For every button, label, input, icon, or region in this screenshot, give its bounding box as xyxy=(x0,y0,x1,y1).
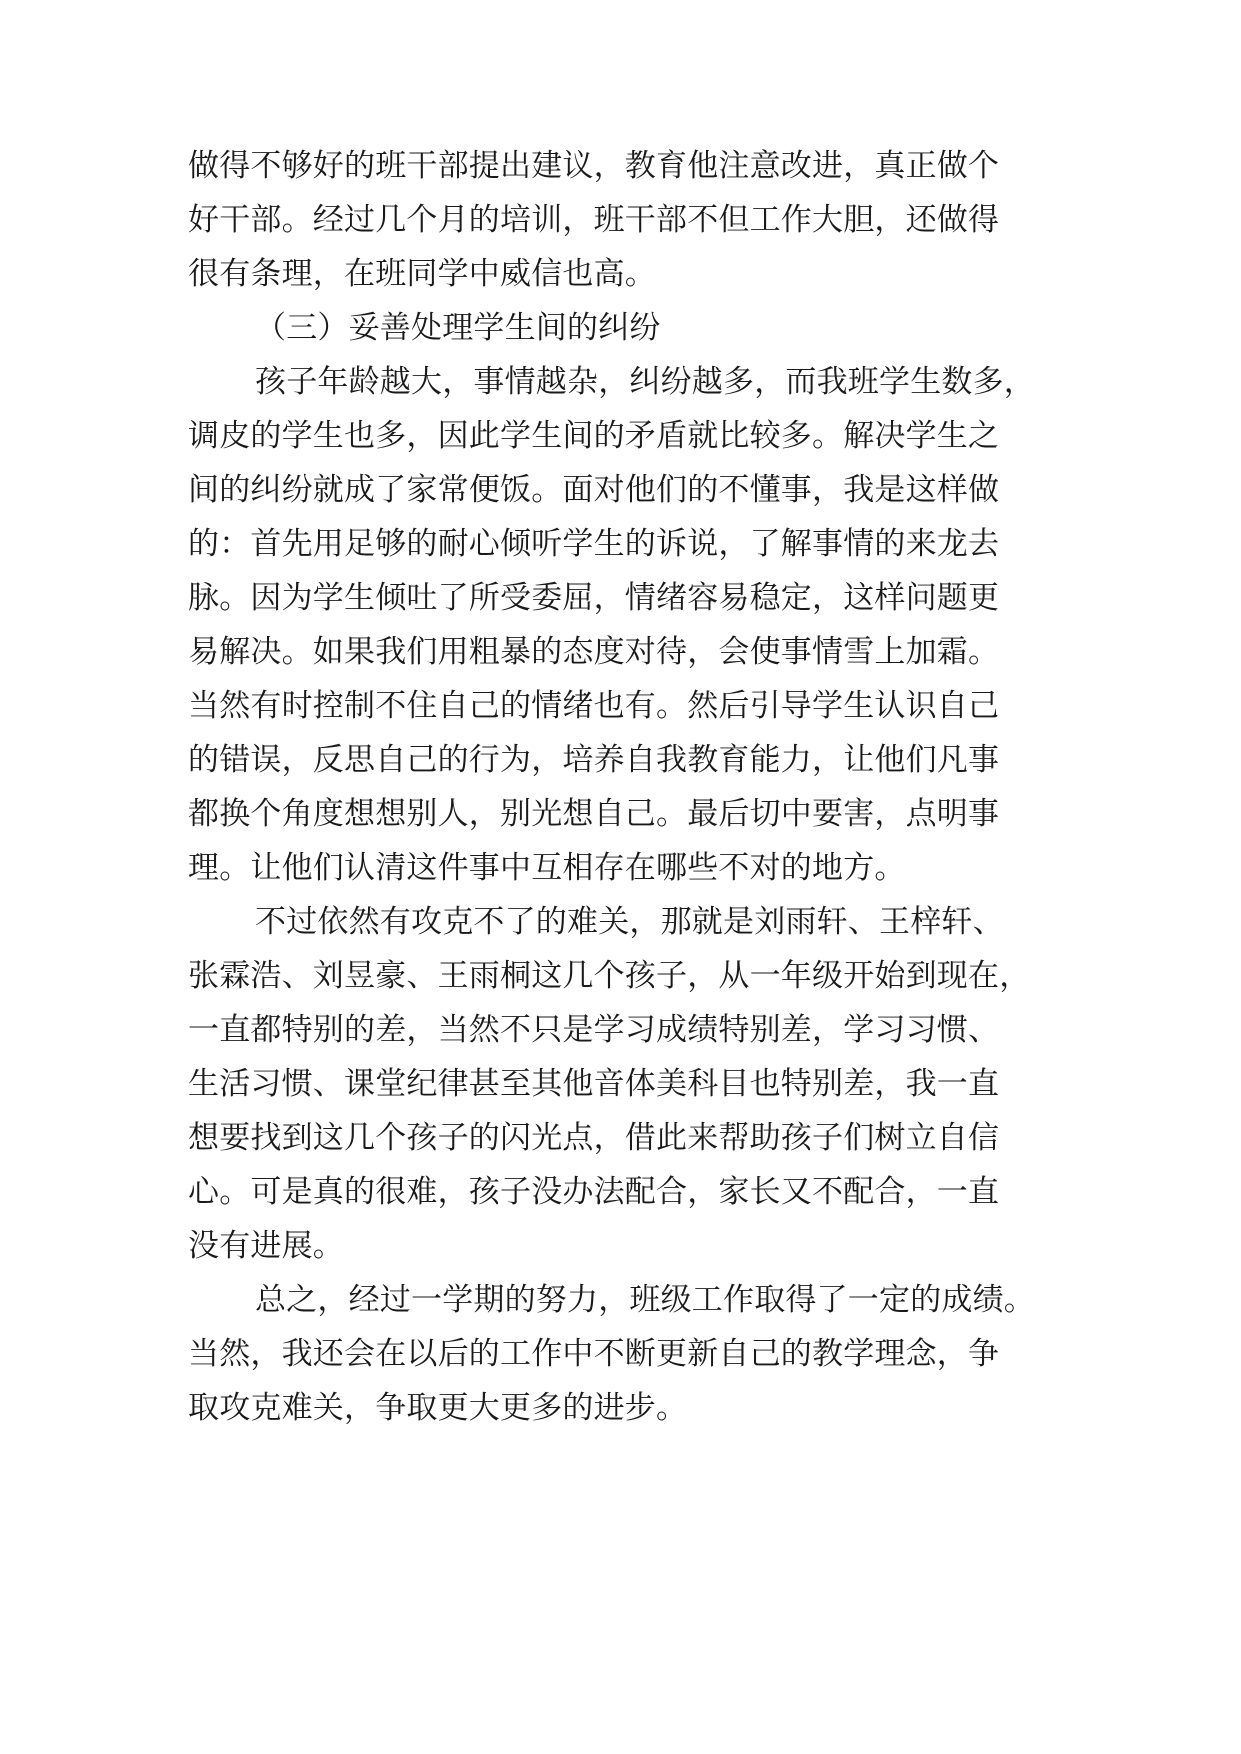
text-line: 调皮的学生也多，因此学生间的矛盾就比较多。解决学生之 xyxy=(188,418,1000,454)
text-line: 的错误，反思自己的行为，培养自我教育能力，让他们凡事 xyxy=(188,742,1000,778)
text-line: 一直都特别的差，当然不只是学习成绩特别差，学习习惯、 xyxy=(188,1012,1000,1048)
text-line: 都换个角度想想别人，别光想自己。最后切中要害，点明事 xyxy=(188,796,1000,832)
text-line: 不过依然有攻克不了的难关，那就是刘雨轩、王梓轩、 xyxy=(255,904,1004,940)
text-line: 总之，经过一学期的努力，班级工作取得了一定的成绩。 xyxy=(255,1282,1035,1318)
text-line: 脉。因为学生倾吐了所受委屈，情绪容易稳定，这样问题更 xyxy=(188,580,1000,616)
text-line: 当然，我还会在以后的工作中不断更新自己的教学理念，争 xyxy=(188,1336,1000,1372)
text-line: 易解决。如果我们用粗暴的态度对待，会使事情雪上加霜。 xyxy=(188,634,1000,670)
text-line: 很有条理，在班同学中威信也高。 xyxy=(188,256,656,292)
text-line: 没有进展。 xyxy=(188,1228,344,1264)
text-line: 生活习惯、课堂纪律甚至其他音体美科目也特别差，我一直 xyxy=(188,1066,1000,1102)
text-line: 间的纠纷就成了家常便饭。面对他们的不懂事，我是这样做 xyxy=(188,472,1000,508)
text-line: 心。可是真的很难，孩子没办法配合，家长又不配合，一直 xyxy=(188,1174,1000,1210)
text-line: 张霖浩、刘昱豪、王雨桐这几个孩子，从一年级开始到现在， xyxy=(188,958,1031,994)
text-line: 取攻克难关，争取更大更多的进步。 xyxy=(188,1390,688,1426)
text-line: 的：首先用足够的耐心倾听学生的诉说，了解事情的来龙去 xyxy=(188,526,1000,562)
text-line: 好干部。经过几个月的培训，班干部不但工作大胆，还做得 xyxy=(188,202,1000,238)
text-line: 孩子年龄越大，事情越杂，纠纷越多，而我班学生数多， xyxy=(255,364,1035,400)
text-line: 当然有时控制不住自己的情绪也有。然后引导学生认识自己 xyxy=(188,688,1000,724)
section-heading: （三）妥善处理学生间的纠纷 xyxy=(255,310,661,346)
text-line: 理。让他们认清这件事中互相存在哪些不对的地方。 xyxy=(188,850,906,886)
text-line: 想要找到这几个孩子的闪光点，借此来帮助孩子们树立自信 xyxy=(188,1120,1000,1156)
text-line: 做得不够好的班干部提出建议，教育他注意改进，真正做个 xyxy=(188,148,1000,184)
